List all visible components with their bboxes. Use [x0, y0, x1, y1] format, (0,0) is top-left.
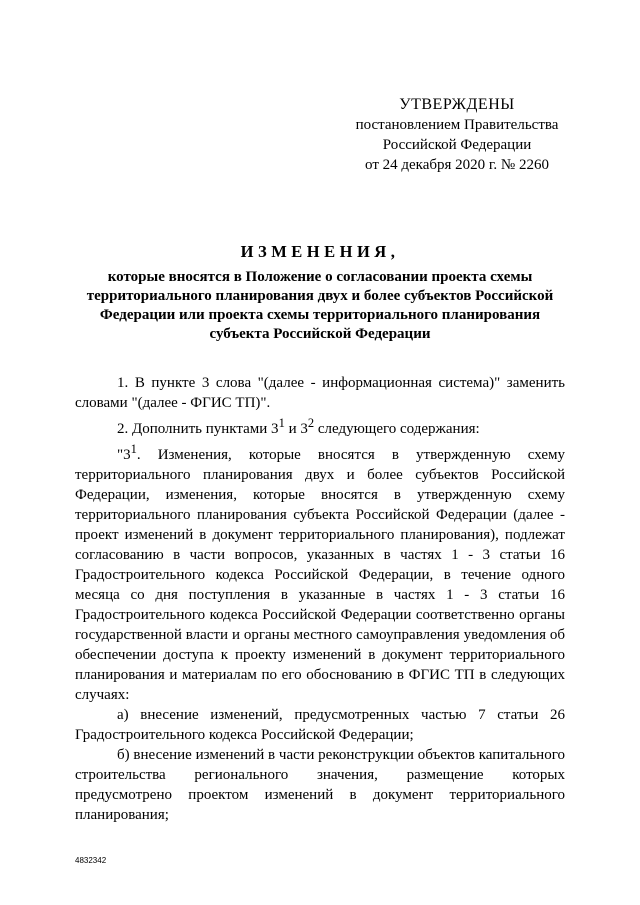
subparagraph-a: а) внесение изменений, предусмотренных частью 7 статьи 26 Градостроительного кодекса Российской Федерации;: [75, 707, 565, 743]
approval-date-number: от 24 декабря 2020 г. № 2260: [365, 157, 549, 173]
paragraph-2-text-c: следующего содержания:: [314, 421, 480, 437]
paragraph-2: [75, 413, 565, 439]
approval-line-1: постановлением Правительства: [355, 117, 559, 133]
document-title: ИЗМЕНЕНИЯ,: [240, 242, 400, 261]
paragraph-3-1-text: . Изменения, которые вносятся в утвержденную схему территориального планирования двух и более субъектов Российской Федерации, изменения, которые вносятся в утвержденную схему территориального планирования субъекта Российской Федерации (далее - проект изменений в документ территориального планирования), подлежат согласованию в части вопросов, указанных в частях 1 - 3 статьи 16 Градостроительного кодекса Российской Федерации, в течение одного месяца со дня поступления в указанные в частях 1 - 3 статьи 16 Градостроительного кодекса Российской Федерации соответственно органы государственной власти и органы местного самоуправления уведомления об обеспечении доступа к проекту изменений в документ территориального планирования и материалам по его обоснованию в ФГИС ТП в следующих случаях:: [75, 447, 565, 703]
approval-block: [352, 95, 562, 175]
approval-title: УТВЕРЖДЕНЫ: [399, 96, 515, 113]
paragraph-2-text-a: 2. Дополнить пунктами 3: [117, 421, 279, 437]
paragraph-3-1-number: "3: [117, 447, 131, 463]
superscript-3-1: 1: [130, 442, 137, 456]
document-body: [75, 373, 565, 825]
superscript-2: 2: [307, 416, 315, 430]
subparagraph-b: б) внесение изменений в части реконструкции объектов капитального строительства регионального значения, размещение которых предусмотрено проектом изменений в документ территориального планирования;: [75, 747, 565, 823]
paragraph-3-1: [75, 439, 565, 705]
footer-document-code: 4832342: [75, 856, 107, 865]
superscript-1: 1: [278, 416, 285, 430]
approval-line-2: Российской Федерации: [382, 137, 532, 153]
document-subtitle: которые вносятся в Положение о согласовании проекта схемы территориального планирования двух и более субъектов Российской Федерации или проекта схемы территориального планирования субъекта Российской Федерации: [86, 269, 554, 342]
paragraph-1: 1. В пункте 3 слова "(далее - информационная система)" заменить словами "(далее - ФГИС ТП)".: [75, 375, 565, 411]
paragraph-2-text-b: и 3: [284, 421, 308, 437]
